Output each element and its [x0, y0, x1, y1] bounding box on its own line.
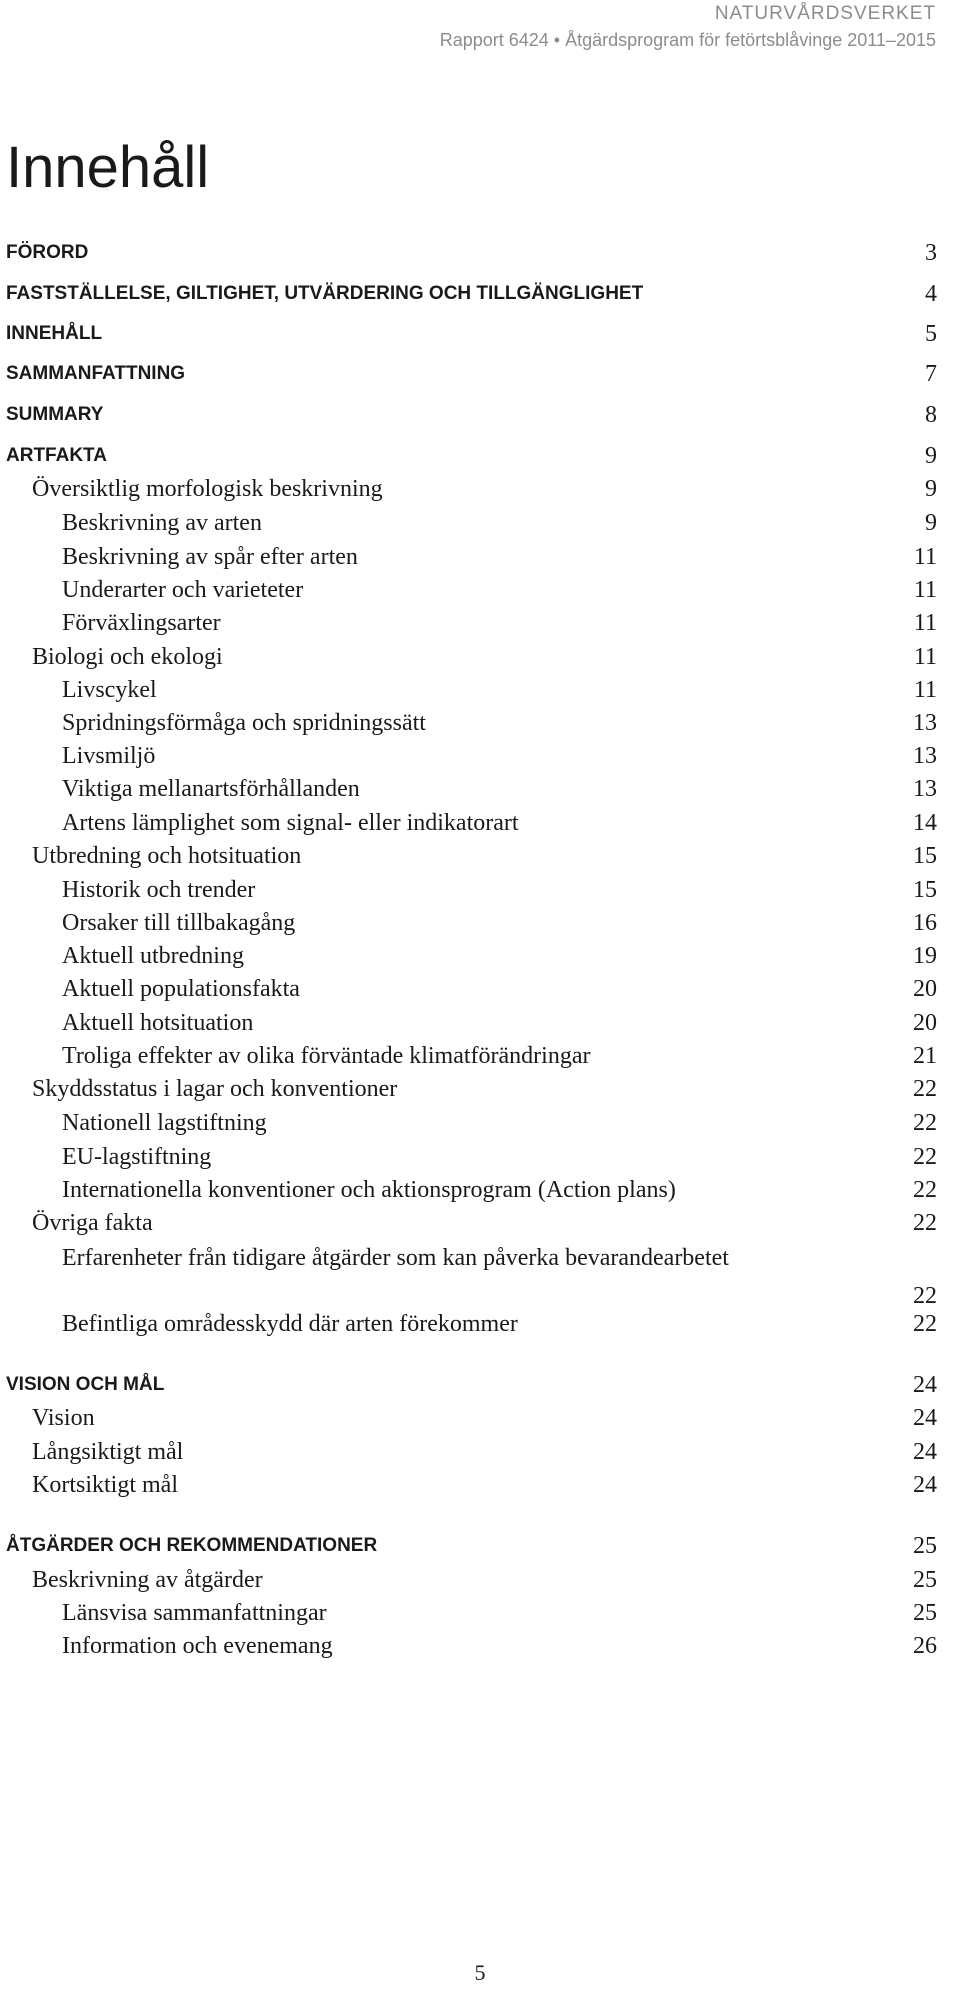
toc-entry-label: Orsaker till tillbakagång — [62, 910, 296, 936]
toc-entry-page: 20 — [913, 1010, 937, 1036]
toc-entry-label: SUMMARY — [6, 404, 104, 425]
toc-entry-label: Viktiga mellanartsförhållanden — [62, 776, 360, 802]
toc-entry[interactable] — [0, 356, 960, 392]
toc-entry-label: ARTFAKTA — [6, 445, 107, 466]
toc-entry-page: 22 — [913, 1144, 937, 1170]
toc-entry-label: Erfarenheter från tidigare åtgärder som kan påverka bevarandearbetet — [62, 1245, 729, 1271]
toc-entry-label: ÅTGÄRDER OCH REKOMMENDATIONER — [6, 1535, 378, 1556]
toc-entry-label: Förväxlingsarter — [62, 610, 221, 636]
toc-entry[interactable] — [0, 471, 960, 507]
toc-entry[interactable] — [0, 539, 960, 575]
toc-entry[interactable] — [0, 838, 960, 874]
toc-entry-page: 24 — [913, 1472, 937, 1498]
toc-entry-label: Biologi och ekologi — [32, 644, 223, 670]
toc-entry-page: 3 — [925, 240, 937, 266]
toc-entry-page: 4 — [925, 281, 937, 307]
toc-entry-page: 22 — [913, 1283, 937, 1309]
toc-entry-page: 25 — [913, 1533, 937, 1559]
toc-entry-label: Långsiktigt mål — [32, 1439, 184, 1465]
toc-entry-label: Utbredning och hotsituation — [32, 843, 302, 869]
toc-entry-page: 13 — [913, 776, 937, 802]
toc-entry-label: Livscykel — [62, 677, 157, 703]
toc-entry-page: 8 — [925, 402, 937, 428]
toc-entry-page: 14 — [913, 810, 937, 836]
toc-entry[interactable] — [0, 1467, 960, 1503]
toc-entry-label: Översiktlig morfologisk beskrivning — [32, 476, 383, 502]
toc-entry[interactable] — [0, 1400, 960, 1436]
toc-entry-label: Nationell lagstiftning — [62, 1110, 267, 1136]
toc-entry[interactable] — [0, 738, 960, 774]
toc-entry-label: Livsmiljö — [62, 743, 156, 769]
toc-entry-page: 16 — [913, 910, 937, 936]
toc-entry[interactable] — [0, 872, 960, 908]
toc-entry[interactable] — [0, 397, 960, 433]
toc-entry-page: 13 — [913, 710, 937, 736]
toc-entry-label: EU-lagstiftning — [62, 1144, 212, 1170]
toc-entry-label: Vision — [32, 1405, 95, 1431]
toc-entry[interactable] — [0, 905, 960, 941]
toc-entry-label: Befintliga områdesskydd där arten förekommer — [62, 1311, 518, 1337]
toc-entry-page: 15 — [913, 843, 937, 869]
toc-entry-page: 22 — [913, 1110, 937, 1136]
toc-entry-label: Beskrivning av åtgärder — [32, 1567, 263, 1593]
toc-entry-page: 9 — [925, 510, 937, 536]
toc-entry[interactable] — [0, 1562, 960, 1598]
toc-entry-page: 22 — [913, 1311, 937, 1337]
toc-entry-page: 11 — [913, 544, 937, 570]
toc-entry-label: Artens lämplighet som signal- eller indikatorart — [62, 810, 519, 836]
toc-entry-page: 24 — [913, 1372, 937, 1398]
toc-entry-page: 15 — [913, 877, 937, 903]
toc-entry[interactable] — [0, 276, 960, 312]
toc-entry-label: Övriga fakta — [32, 1210, 153, 1236]
toc-entry-label: Aktuell utbredning — [62, 943, 244, 969]
toc-entry[interactable] — [0, 1071, 960, 1107]
toc-entry-label: Beskrivning av spår efter arten — [62, 544, 358, 570]
toc-entry-label: Internationella konventioner och aktionsprogram (Action plans) — [62, 1177, 676, 1203]
toc-entry[interactable] — [0, 1528, 960, 1564]
toc-entry-label: Kortsiktigt mål — [32, 1472, 178, 1498]
toc-entry[interactable] — [0, 1306, 960, 1342]
toc-entry[interactable] — [0, 1434, 960, 1470]
toc-entry-label: FASTSTÄLLELSE, GILTIGHET, UTVÄRDERING OCH TILLGÄNGLIGHET — [6, 283, 644, 304]
toc-entry[interactable] — [0, 1038, 960, 1074]
toc-entry-label: Skyddsstatus i lagar och konventioner — [32, 1076, 398, 1102]
toc-entry[interactable] — [0, 235, 960, 271]
toc-entry-page: 13 — [913, 743, 937, 769]
toc-entry[interactable] — [0, 938, 960, 974]
toc-entry-page: 19 — [913, 943, 937, 969]
toc-entry[interactable] — [0, 605, 960, 641]
toc-entry-label: Aktuell populationsfakta — [62, 976, 300, 1002]
toc-entry[interactable] — [0, 1139, 960, 1175]
toc-entry-page: 5 — [925, 321, 937, 347]
toc-entry-page: 22 — [913, 1076, 937, 1102]
toc-entry-label: VISION OCH MÅL — [6, 1374, 165, 1395]
header-org: NATURVÅRDSVERKET — [714, 3, 936, 24]
toc-entry[interactable] — [0, 1205, 960, 1241]
toc-entry-page: 11 — [913, 677, 937, 703]
toc-entry-label: INNEHÅLL — [6, 323, 103, 344]
toc-entry[interactable] — [0, 1005, 960, 1041]
toc-entry[interactable] — [0, 672, 960, 708]
toc-entry-page: 21 — [913, 1043, 937, 1069]
toc-entry-page: 25 — [913, 1567, 937, 1593]
toc-entry[interactable] — [0, 1595, 960, 1631]
toc-entry[interactable] — [0, 1105, 960, 1141]
toc-entry-label: Troliga effekter av olika förväntade klimatförändringar — [62, 1043, 591, 1069]
page-number: 5 — [474, 1960, 486, 1985]
page-title: Innehåll — [6, 135, 210, 200]
toc-entry[interactable] — [0, 1239, 960, 1315]
toc-entry-page: 11 — [913, 577, 937, 603]
toc-entry-label: Beskrivning av arten — [62, 510, 262, 536]
toc-entry[interactable] — [0, 639, 960, 675]
toc-entry[interactable] — [0, 971, 960, 1007]
toc-entry-label: Historik och trender — [62, 877, 256, 903]
toc-entry-page: 25 — [913, 1600, 937, 1626]
toc-entry[interactable] — [0, 1367, 960, 1403]
toc-entry-page: 11 — [913, 610, 937, 636]
toc-entry[interactable] — [0, 505, 960, 541]
toc-entry-page: 7 — [925, 361, 937, 387]
toc-entry-label: SAMMANFATTNING — [6, 363, 186, 384]
toc-entry-page: 22 — [913, 1210, 937, 1236]
toc-entry[interactable] — [0, 771, 960, 807]
toc-entry-label: Underarter och varieteter — [62, 577, 304, 603]
toc-entry[interactable] — [0, 805, 960, 841]
toc-entry-page: 9 — [925, 476, 937, 502]
toc-entry-label: FÖRORD — [6, 242, 89, 263]
toc-entry-label: Spridningsförmåga och spridningssätt — [62, 710, 426, 736]
toc-entry-page: 9 — [925, 443, 937, 469]
toc-entry[interactable] — [0, 1628, 960, 1664]
toc-entry-label: Information och evenemang — [62, 1633, 333, 1659]
toc-entry-label: Länsvisa sammanfattningar — [62, 1600, 327, 1626]
toc-entry[interactable] — [0, 316, 960, 352]
toc-entry[interactable] — [0, 1172, 960, 1208]
toc-entry[interactable] — [0, 438, 960, 474]
toc-entry[interactable] — [0, 705, 960, 741]
toc-entry-label: Aktuell hotsituation — [62, 1010, 254, 1036]
toc-entry-page: 20 — [913, 976, 937, 1002]
header-report-title: Rapport 6424 • Åtgärdsprogram för fetörtsblåvinge 2011–2015 — [439, 30, 936, 50]
toc-entry-page: 26 — [913, 1633, 937, 1659]
toc-entry-page: 24 — [913, 1405, 937, 1431]
toc-entry[interactable] — [0, 572, 960, 608]
toc-entry-page: 22 — [913, 1177, 937, 1203]
toc-entry-page: 24 — [913, 1439, 937, 1465]
toc-entry-page: 11 — [913, 644, 937, 670]
